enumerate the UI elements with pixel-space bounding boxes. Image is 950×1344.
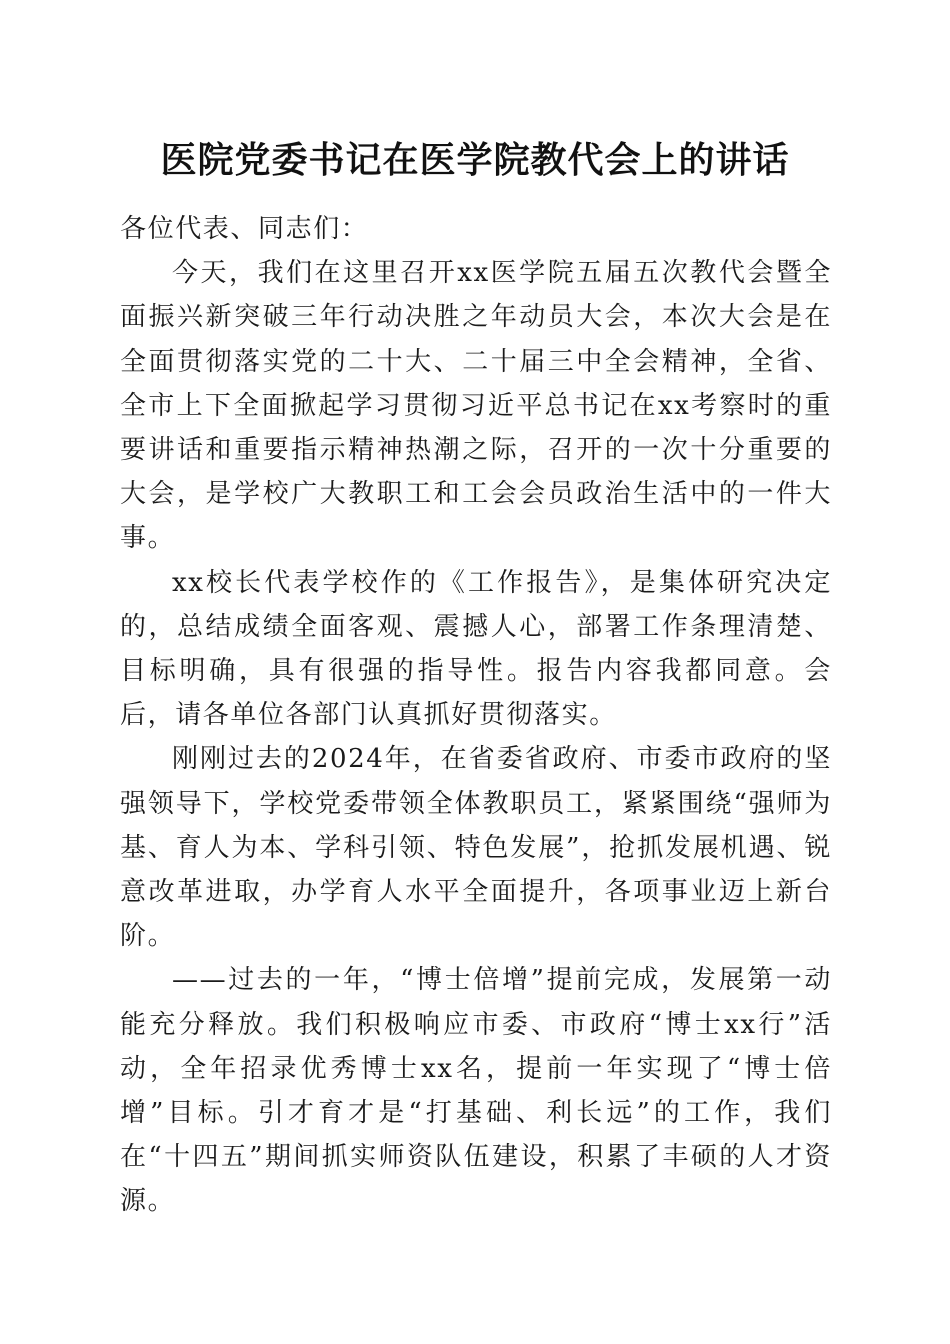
paragraph-doctor-doubling: ——过去的一年，“博士倍增”提前完成，发展第一动能充分释放。我们积极响应市委、市政府“博士xx行”活动，全年招录优秀博士xx名，提前一年实现了“博士倍增”目标。引才育才是“打基础、利长远”的工作，我们在“十四五”期间抓实师资队伍建设，积累了丰硕的人才资源。 [120,965,832,1217]
paragraph-2024-review: 刚刚过去的2024年，在省委省政府、市委市政府的坚强领导下，学校党委带领全体教职员工，紧紧围绕“强师为基、育人为本、学科引领、特色发展”，抢抓发展机遇、锐意改革进取，办学育人水平全面提升，各项事业迈上新台阶。 [120,744,832,952]
document-title: 医院党委书记在医学院教代会上的讲话 [160,139,790,181]
paragraph-opening: 今天，我们在这里召开xx医学院五届五次教代会暨全面振兴新突破三年行动决胜之年动员大会，本次大会是在全面贯彻落实党的二十大、二十届三中全会精神，全省、全市上下全面掀起学习贯彻习近平总书记在xx考察时的重要讲话和重要指示精神热潮之际，召开的一次十分重要的大会，是学校广大教职工和工会会员政治生活中的一件大事。 [120,258,832,554]
salutation: 各位代表、同志们： [120,214,369,244]
paragraph-work-report: xx校长代表学校作的《工作报告》，是集体研究决定的，总结成绩全面客观、震撼人心，部署工作条理清楚、目标明确，具有很强的指导性。报告内容我都同意。会后，请各单位各部门认真抓好贯彻落实。 [120,567,832,731]
document-body [120,207,832,1224]
